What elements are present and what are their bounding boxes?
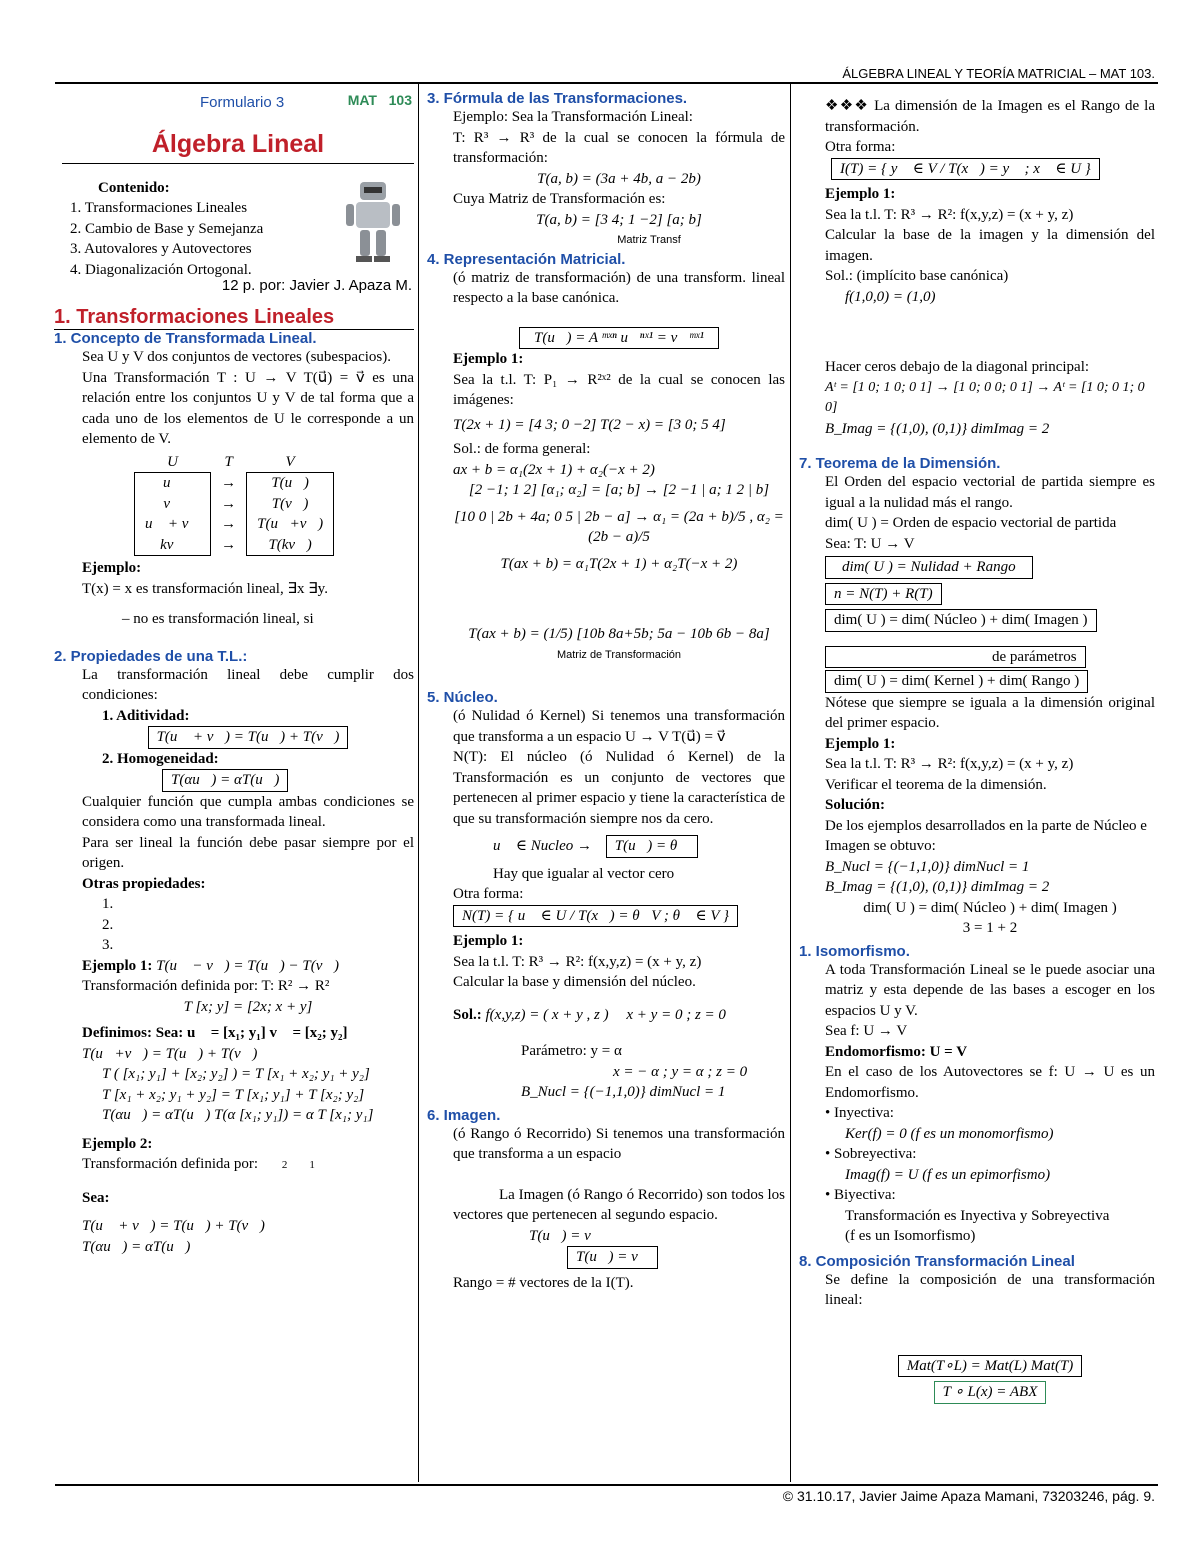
example2-line-2: T(αu⃗) = αT(u⃗) (82, 1238, 191, 1255)
formulario-label: Formulario 3 (200, 94, 285, 111)
s4-title: 4. Representación Matricial. (427, 250, 626, 268)
otras-label: Otras propiedades: (82, 875, 206, 892)
s7-paragraph-2: dim( U ) = Orden de espacio vectorial de partida (825, 515, 1117, 531)
s5-formula-2: N(T) = { u⃗ ∈ U / T(x⃗) = θ⃗V ; θ⃗ ∈ V } (453, 905, 738, 928)
otras-item: 2. (102, 916, 114, 933)
transform-definition-2-nums: 2 1 (281, 1159, 315, 1171)
solution-line-4: T(ax + b) = α₁T(2x + 1) + α₂T(−x + 2) (500, 555, 738, 572)
footer-rule (55, 1484, 1158, 1486)
iso-title: 1. Isomorfismo. (799, 942, 910, 960)
s8-formula-2: T ∘ L(x) = ABX (934, 1381, 1047, 1404)
s7-dim-result: 3 = 1 + 2 (962, 920, 1018, 936)
matrix-transf-label: Matriz Transf (617, 234, 681, 246)
map-arrow: → (221, 536, 237, 553)
s5-formula-1: u⃗ ∈ Nucleo → (493, 838, 593, 854)
s7-dim-equation: dim( U ) = dim( Núcleo ) + dim( Imagen ) (863, 899, 1117, 916)
sobreyectiva-formula: Imag(f) = U (f es un epimorfismo) (845, 1166, 1051, 1183)
map-arrow: → (221, 495, 237, 512)
s6-paragraph-1: (ó Rango ó Recorrido) Si tenemos una transformación que transforma a un espacio (453, 1125, 785, 1162)
s3-paragraph-3: Cuya Matriz de Transformación es: (453, 191, 666, 207)
aditividad-label: 1. Aditividad: (102, 707, 190, 724)
s7-example-line-1: Sea la t.l. T: R³ → R²: f(x,y,z) = (x + y, z) (825, 756, 1074, 772)
contents-item: 2. Cambio de Base y Semejanza (70, 220, 264, 237)
s5-example-line-1: Sea la t.l. T: R³ → R²: f(x,y,z) = (x + y, z) (453, 953, 702, 970)
s5-paragraph-2: N(T): El núcleo (ó Nulidad ó Kernel) de la Transformación es un conjunto de vectores que pertenecen al primer espacio y tiene la característica de que su transformación siempre nos da cero. (453, 749, 785, 827)
s3-paragraph-1: Ejemplo: Sea la Transformación Lineal: (453, 109, 693, 125)
s1-paragraph-1: Sea U y V dos conjuntos de vectores (subespacios). (82, 349, 391, 365)
contents-item: 1. Transformaciones Lineales (70, 200, 248, 216)
s3-formula-2: T(a, b) = [3 4; 1 −2] [a; b] (536, 211, 702, 228)
map-arrow: → (221, 516, 237, 532)
s1-title: 1. Concepto de Transformada Lineal. (54, 330, 317, 347)
map-cell: u⃗ + v⃗ (135, 514, 211, 535)
s6-paragraph-3: Rango = # vectores de la I(T). (453, 1274, 634, 1291)
s7-image-basis: B_Imag = {(1,0), (0,1)} dimImag = 2 (825, 879, 1050, 895)
sobreyectiva-label: • Sobreyectiva: (825, 1146, 917, 1162)
biyectiva-line-2: (f es un Isomorfismo) (845, 1228, 976, 1244)
homogeneidad-label: 2. Homogeneidad: (102, 750, 219, 767)
s7-example-label: Ejemplo 1: (825, 735, 896, 752)
s2-paragraph-3: Para ser lineal la función debe pasar siempre por el origen. (82, 834, 414, 871)
map-head-u: U (167, 453, 178, 470)
map-cell: T(u⃗+v⃗) (247, 514, 334, 535)
s8-paragraph: Se define la composición de una transformación lineal: (825, 1271, 1155, 1308)
derivation-2: T ( [x₁; y₁] + [x₂; y₂] ) = T [x₁ + x₂; y₁ + y₂] (102, 1066, 370, 1082)
s5-sol-system: x + y = 0 ; z = 0 (626, 1006, 726, 1023)
contents-item: 4. Diagonalización Ortogonal. (70, 261, 252, 278)
s7-paragraph-3: Nótese que siempre se iguala a la dimensión original del primer espacio. (825, 694, 1155, 731)
s2-paragraph: La transformación lineal debe cumplir dos condiciones: (82, 666, 414, 703)
s2-paragraph-2: Cualquier función que cumpla ambas condiciones se considera como una transformada lineal. (82, 793, 414, 830)
s7-example-line-2: Verificar el teorema de la dimensión. (825, 776, 1047, 793)
transform-definition-1: Transformación definida por: T: R² → R² (82, 978, 330, 994)
s5-formula-1-box: T(u⃗) = θ⃗ (606, 835, 698, 858)
map-arrow: → (221, 474, 237, 491)
s3-title: 3. Fórmula de las Transformaciones. (427, 90, 688, 107)
endomorfismo-label: Endomorfismo: U = V (825, 1043, 968, 1060)
derivation-4: T(αu⃗) = αT(u⃗) T(α [x₁; y₁]) = α T [x₁; y₁] (102, 1107, 374, 1123)
s6-formula: T(u⃗) = v⃗ (529, 1227, 603, 1244)
page-footer: © 31.10.17, Javier Jaime Apaza Mamani, 73203246, pág. 9. (782, 1488, 1155, 1504)
ejemplo-label: Ejemplo: (82, 560, 142, 576)
s8-formula-1: Mat(T∘L) = Mat(L) Mat(T) (898, 1355, 1083, 1378)
parameter-line: Parámetro: y = α (521, 1043, 622, 1059)
nucleus-basis: B_Nucl = {(−1,1,0)} dimNucl = 1 (521, 1084, 726, 1100)
sea-label: Sea: (82, 1189, 110, 1206)
s4-example-label: Ejemplo 1: (453, 351, 524, 367)
s4-example-paragraph: Sea la t.l. T: P₁ → R²ˣ² de la cual se conocen las imágenes: (453, 371, 785, 408)
s4-paragraph: (ó matriz de transformación) de una transform. lineal respecto a la base canónica. (453, 269, 785, 306)
dim-box-5: dim( U ) = dim( Kernel ) + dim( Rango ) (825, 670, 1088, 693)
definimos-line: Definimos: Sea: u⃗ = [x₁; y₁] v⃗ = [x₂; y₂] (82, 1025, 348, 1041)
c3-example-label: Ejemplo 1: (825, 186, 896, 202)
map-cell: T(kv⃗) (247, 535, 334, 556)
s4-images: T(2x + 1) = [4 3; 0 −2] T(2 − x) = [3 0; 5 4] (453, 416, 726, 433)
biyectiva-label: • Biyectiva: (825, 1187, 896, 1203)
dim-box-2: n = N(T) + R(T) (825, 583, 942, 606)
solution-line-1: ax + b = α₁(2x + 1) + α₂(−x + 2) (453, 461, 655, 478)
robot-illustration (342, 178, 404, 266)
author-line: 12 p. por: Javier J. Apaza M. (221, 277, 412, 294)
document-title: Álgebra Lineal (62, 130, 414, 164)
example1-label: Ejemplo 1: (82, 957, 153, 974)
column-1 (54, 90, 414, 1257)
dim-box-1: dim( U ) = Nulidad + Rango (825, 556, 1033, 579)
example2-line-1: T(u⃗ + v⃗) = T(u⃗) + T(v⃗) (82, 1218, 265, 1234)
solution-label: Sol.: de forma general: (453, 441, 591, 457)
s7-nucleus-basis: B_Nucl = {(−1,1,0)} dimNucl = 1 (825, 858, 1030, 875)
c3-image-basis: B_Imag = {(1,0), (0,1)} dimImag = 2 (825, 420, 1050, 437)
s5-paragraph-1: (ó Nulidad ó Kernel) Si tenemos una transformación que transforma a un espacio U → V T(u⃗) = v⃗ (453, 708, 785, 745)
iso-paragraph-2: Sea f: U → V (825, 1023, 908, 1039)
page-header: ÁLGEBRA LINEAL Y TEORÍA MATRICIAL – MAT 103. (842, 66, 1155, 81)
s5-paragraph-3: Hay que igualar al vector cero (493, 865, 675, 882)
otras-item: 3. (102, 937, 114, 953)
example-line-1: T(x) = x es transformación lineal, ∃x ∃y. (82, 580, 328, 597)
c3-hacer-ceros: Hacer ceros debajo de la diagonal principal: (825, 359, 1090, 375)
contents-list (70, 198, 310, 280)
otras-item: 1. (102, 896, 114, 912)
c3-solution: Sol.: (implícito base canónica) (825, 268, 1009, 284)
header-rule (55, 82, 1158, 84)
map-cell: v⃗ (135, 494, 211, 515)
biyectiva-line-1: Transformación es Inyectiva y Sobreyectiva (845, 1207, 1110, 1224)
aditividad-formula: T(u⃗ + v⃗) = T(u⃗) + T(v⃗) (148, 726, 349, 749)
column-divider-2 (790, 84, 791, 1482)
s5-sol-formula: f(x,y,z) = ( x + y , z ) (485, 1006, 609, 1023)
solution-line-5: T(ax + b) = (1/5) [10b 8a+5b; 5a − 10b 6b − 8a] (468, 626, 770, 642)
c3-image-set: I(T) = { y⃗ ∈ V / T(x⃗) = y⃗ ; x⃗ ∈ U } (831, 158, 1100, 181)
solution-line-3: [10 0 | 2b + 4a; 0 5 | 2b − a] → α₁ = (2a + b)/5 , α₂ = (2b − a)/5 (454, 508, 784, 545)
dim-box-4: de parámetros (825, 646, 1086, 669)
s6-paragraph-2: La Imagen (ó Rango ó Recorrido) son todos los vectores que pertenecen al segundo espacio. (453, 1186, 785, 1223)
example1-formula: T(u⃗ − v⃗) = T(u⃗) − T(v⃗) (156, 957, 340, 974)
map-cell: u⃗ (135, 473, 211, 494)
transform-definition-2: Transformación definida por: (82, 1156, 259, 1172)
endomorfismo-paragraph: En el caso de los Autovectores se f: U → U es un Endomorfismo. (825, 1064, 1155, 1101)
s7-solution-paragraph: De los ejemplos desarrollados en la parte de Núcleo e Imagen se obtuvo: (825, 817, 1147, 854)
contenido-label: Contenido: (98, 180, 170, 196)
s3-paragraph-2: T: R³ → R³ de la cual se conocen la fórmula de transformación: (453, 129, 785, 166)
s7-title: 7. Teorema de la Dimensión. (799, 455, 1001, 472)
solution-line-2: [2 −1; 1 2] [α₁; α₂] = [a; b] → [2 −1 | a; 1 2 | b] (468, 482, 770, 498)
s5-paragraph-4: Otra forma: (453, 886, 524, 902)
matrix-transformacion-label: Matriz de Transformación (556, 648, 682, 661)
c3-example-line-2: Calcular la base de la imagen y la dimensión del imagen. (825, 227, 1155, 264)
homogeneidad-formula: T(αu⃗) = αT(u⃗) (162, 769, 288, 792)
s5-example-label: Ejemplo 1: (453, 933, 524, 949)
s7-paragraph-1: El Orden del espacio vectorial de partida siempre es igual a la nulidad más el rango. (825, 474, 1155, 511)
map-head-v: V (285, 453, 295, 470)
s3-formula-1: T(a, b) = (3a + 4b, a − 2b) (537, 170, 701, 187)
s8-title: 8. Composición Transformación Lineal (799, 1252, 1075, 1270)
parameter-system: x = − α ; y = α ; z = 0 (613, 1063, 748, 1080)
map-cell: kv⃗ (135, 535, 211, 556)
s5-title: 5. Núcleo. (427, 689, 498, 706)
column-2 (427, 90, 785, 1293)
c3-solution-1: f(1,0,0) = (1,0) (845, 288, 936, 305)
c3-paragraph-1: ❖❖❖ La dimensión de la Imagen es el Rango de la transformación. (825, 98, 1155, 135)
inyectiva-label: • Inyectiva: (825, 1105, 894, 1121)
derivation-3: T [x₁ + x₂; y₁ + y₂] = T [x₁; y₁] + T [x₂; y₂] (102, 1086, 365, 1103)
example2-label: Ejemplo 2: (82, 1135, 153, 1152)
inyectiva-formula: Ker(f) = 0 (f es un monomorfismo) (845, 1125, 1054, 1142)
derivation-1: T(u⃗+v⃗) = T(u⃗) + T(v⃗) (82, 1045, 258, 1062)
map-cell: T(v⃗) (247, 494, 334, 515)
c3-otra-forma: Otra forma: (825, 139, 896, 155)
iso-paragraph-1: A toda Transformación Lineal se le puede asociar una matriz y esta depende de las bases a escoger en los espacios U y V. (825, 961, 1155, 1019)
course-code: MAT 103 (347, 92, 412, 108)
s1-paragraph-2: Una Transformación T : U → V T(u⃗) = v⃗ es una relación entre los conjuntos U y V de tal forma que a cada uno de los elementos de U le corresponde a un elemento de V. (82, 369, 414, 447)
column-divider-1 (418, 84, 419, 1482)
dim-box-3: dim( U ) = dim( Núcleo ) + dim( Imagen ) (825, 609, 1097, 632)
column-3 (799, 90, 1155, 1404)
s5-sol-label: Sol.: (453, 1006, 482, 1023)
contents-item: 3. Autovalores y Autovectores (70, 241, 252, 257)
s7-solution-label: Solución: (825, 797, 886, 813)
s2-title: 2. Propiedades de una T.L.: (54, 647, 248, 665)
s5-example-line-2: Calcular la base y dimensión del núcleo. (453, 974, 696, 990)
c3-example-line-1: Sea la t.l. T: R³ → R²: f(x,y,z) = (x + y, z) (825, 206, 1074, 223)
section-title: 1. Transformaciones Lineales (54, 306, 414, 330)
map-cell: T(u⃗) (247, 473, 334, 494)
s6-title: 6. Imagen. (427, 1106, 501, 1124)
example-line-2: – no es transformación lineal, si (122, 611, 314, 627)
transform-formula-1: T [x; y] = [2x; x + y] (183, 998, 313, 1015)
mapping-table (134, 452, 334, 557)
map-head-t: T (224, 453, 233, 470)
c3-matrix-reduction: Aᵗ = [1 0; 1 0; 0 1] → [1 0; 0 0; 0 1] → Aᵗ = [1 0; 0 1; 0 0] (825, 379, 1145, 415)
s4-formula: T(u⃗) = A ᵐˣⁿ u⃗ⁿˣ¹ = v⃗ᵐˣ¹ (519, 327, 719, 350)
s7-sea: Sea: T: U → V (825, 535, 915, 552)
s6-formula-box: T(u⃗) = v⃗ (567, 1246, 658, 1269)
